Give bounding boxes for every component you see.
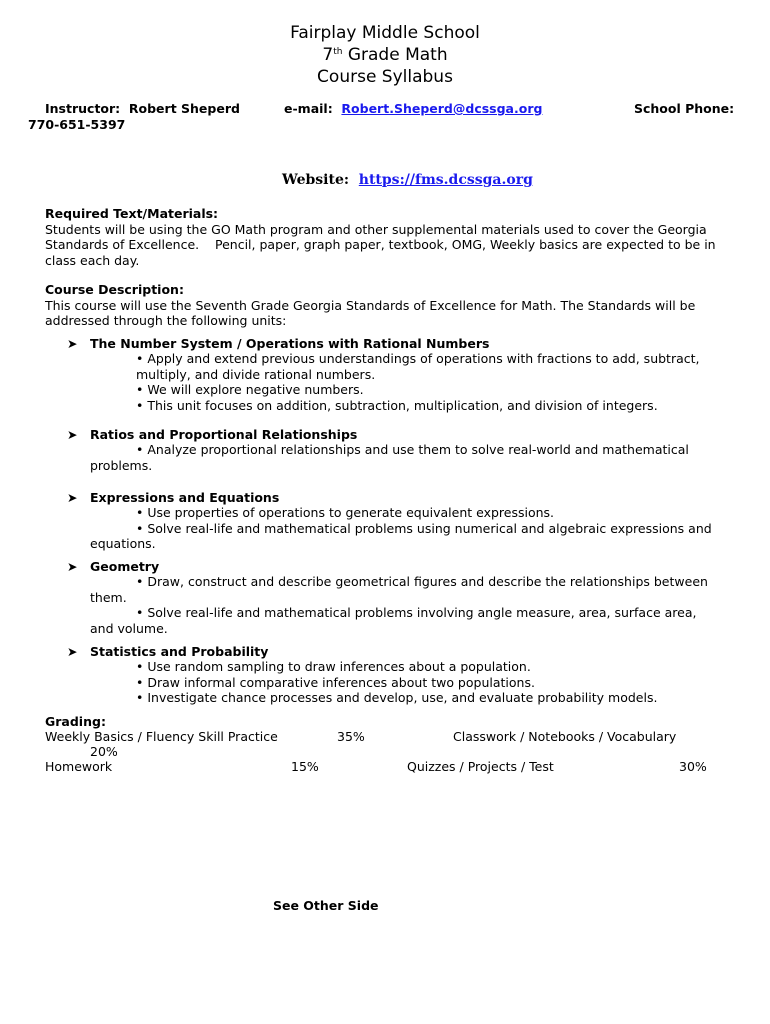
website-label: Website: [282, 172, 350, 188]
bullet-item: • Solve real-life and mathematical problems using numerical and algebraic expressions and [136, 520, 712, 536]
grade-number: 7 [322, 45, 334, 65]
unit-title: Expressions and Equations [90, 490, 280, 505]
bullet-item: • Analyze proportional relationships and use them to solve real-world and mathematical [136, 442, 689, 457]
description-heading: Course Description: [45, 282, 184, 297]
bullet-item-cont: and volume. [90, 620, 168, 636]
unit-title: Geometry [90, 559, 160, 574]
grading-label: Quizzes / Projects / Test [407, 759, 554, 774]
grading-percent: 15% [291, 759, 319, 774]
website-line [282, 172, 533, 188]
email-link[interactable]: Robert.Sheperd@dcssga.org [341, 101, 543, 116]
instructor-line [45, 101, 240, 116]
bullet-item-cont: equations. [90, 536, 156, 551]
unit-heading [67, 490, 279, 506]
grading-percent: 20% [90, 744, 118, 759]
arrow-bullet-icon: ➤ [67, 644, 78, 659]
bullet-item: • We will explore negative numbers. [136, 382, 364, 397]
unit-heading [67, 559, 159, 575]
unit-heading [67, 336, 489, 352]
materials-heading: Required Text/Materials: [45, 206, 219, 221]
grading-label: Weekly Basics / Fluency Skill Practice [45, 729, 278, 744]
document-type: Course Syllabus [317, 67, 453, 87]
materials-line: Standards of Excellence. Pencil, paper, graph paper, textbook, OMG, Weekly basics are expected to be in [45, 237, 716, 252]
unit-title: Ratios and Proportional Relationships [90, 427, 358, 442]
materials-line: class each day. [45, 252, 140, 268]
unit-heading [67, 427, 357, 443]
unit-bullets [90, 442, 730, 473]
bullet-item: • Draw informal comparative inferences about two populations. [136, 674, 535, 690]
email-line [284, 101, 542, 116]
email-label: e-mail: [284, 101, 333, 116]
bullet-item: • Investigate chance processes and develop, use, and evaluate probability models. [136, 690, 658, 705]
materials-section [45, 206, 735, 268]
grading-label: Homework [45, 759, 113, 774]
school-phone-number: 770-651-5397 [28, 117, 126, 132]
school-phone-label: School Phone: [634, 101, 735, 116]
unit-bullets [90, 505, 730, 552]
school-name: Fairplay Middle School [290, 23, 480, 43]
bullet-item: • Draw, construct and describe geometrical figures and describe the relationships between [136, 574, 708, 589]
unit-heading [67, 644, 268, 660]
description-line: This course will use the Seventh Grade Georgia Standards of Excellence for Math. The Standards will be [45, 297, 696, 313]
bullet-item: • This unit focuses on addition, subtraction, multiplication, and division of integers. [136, 397, 658, 413]
grading-heading: Grading: [45, 714, 106, 729]
unit-title: The Number System / Operations with Rational Numbers [90, 336, 490, 351]
grade-superscript: th [333, 47, 343, 57]
website-link[interactable]: https://fms.dcssga.org [358, 172, 533, 188]
bullet-item-cont: them. [90, 589, 127, 605]
arrow-bullet-icon: ➤ [67, 559, 78, 574]
bullet-item: • Solve real-life and mathematical problems involving angle measure, area, surface area, [136, 605, 697, 620]
course-title [0, 45, 770, 65]
bullet-item: • Use properties of operations to generate equivalent expressions. [136, 505, 555, 520]
bullet-item: • Apply and extend previous understandings of operations with fractions to add, subtract, [136, 351, 700, 366]
bullet-item-cont: multiply, and divide rational numbers. [136, 366, 376, 382]
unit-bullets [90, 351, 730, 413]
unit-bullets [90, 574, 730, 636]
unit-bullets [90, 659, 730, 706]
instructor-label: Instructor: [45, 101, 121, 116]
bullet-item-cont: problems. [90, 457, 153, 473]
description-section [45, 282, 735, 329]
materials-line: Students will be using the GO Math program and other supplemental materials used to cover the Georgia [45, 221, 707, 237]
arrow-bullet-icon: ➤ [67, 490, 78, 505]
unit-title: Statistics and Probability [90, 644, 269, 659]
arrow-bullet-icon: ➤ [67, 427, 78, 442]
grading-percent: 30% [679, 759, 707, 774]
grading-percent: 35% [337, 729, 365, 744]
grading-label: Classwork / Notebooks / Vocabulary [453, 729, 677, 744]
arrow-bullet-icon: ➤ [67, 336, 78, 351]
instructor-name: Robert Sheperd [128, 101, 240, 116]
bullet-item: • Use random sampling to draw inferences about a population. [136, 659, 531, 674]
description-line: addressed through the following units: [45, 313, 287, 328]
see-other-side-note: See Other Side [273, 898, 379, 913]
grade-label: Grade Math [342, 45, 448, 65]
